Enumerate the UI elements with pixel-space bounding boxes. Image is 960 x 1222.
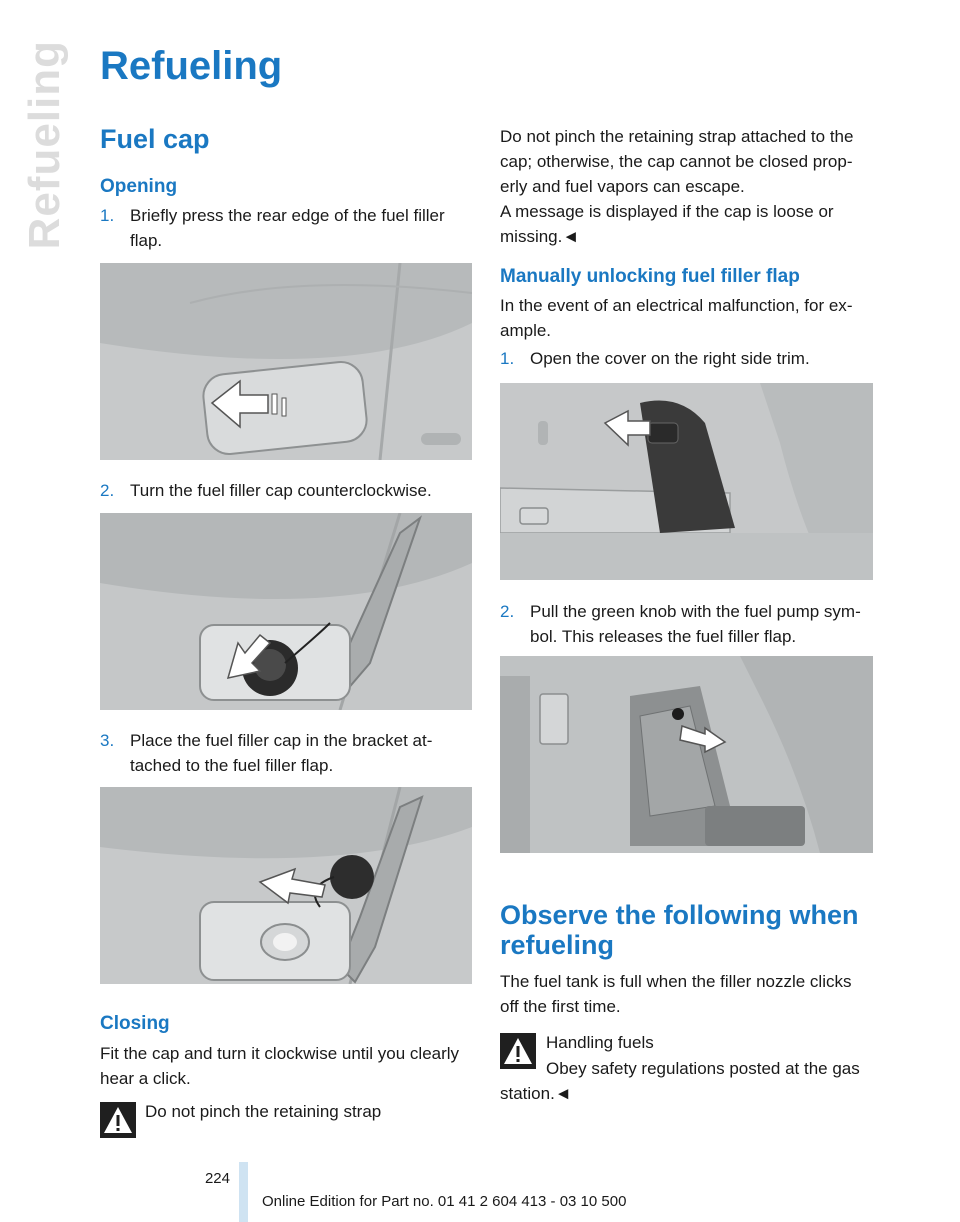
warning-triangle-icon bbox=[500, 1033, 536, 1069]
unlock-step-1 bbox=[500, 346, 873, 371]
photo-side-trim-cover bbox=[500, 383, 873, 580]
step-text: Briefly press the rear edge of the fuel filler flap. bbox=[130, 206, 445, 250]
observe-text: The fuel tank is full when the filler nozzle clicks off the first time. bbox=[500, 972, 852, 1016]
opening-step-3 bbox=[100, 728, 472, 778]
warning-triangle-icon bbox=[100, 1102, 136, 1138]
step-text: Turn the fuel filler cap counterclockwise. bbox=[130, 481, 432, 500]
closing-heading: Closing bbox=[100, 1013, 170, 1034]
opening-step-2 bbox=[100, 478, 472, 503]
photo-cap-turn bbox=[100, 513, 472, 710]
unlock-step-2 bbox=[500, 599, 873, 649]
page-title: Refueling bbox=[100, 44, 283, 88]
closing-text: Fit the cap and turn it clockwise until you clearly hear a click. bbox=[100, 1044, 460, 1088]
section-tab: Refueling bbox=[20, 40, 69, 250]
unlock-heading: Manually unlocking fuel filler flap bbox=[500, 266, 800, 287]
photo-cap-bracket bbox=[100, 787, 472, 984]
unlock-intro: In the event of an electrical malfunction, for example. bbox=[500, 296, 853, 340]
warning-continued-text: Do not pinch the retaining strap attached to the cap; otherwise, the cap cannot be closed properly and fuel vapors can escape. bbox=[500, 127, 854, 196]
edition-note: Online Edition for Part no. 01 41 2 604 413 - 03 10 500 bbox=[262, 1193, 627, 1210]
step-number: 3. bbox=[100, 731, 115, 750]
opening-heading: Opening bbox=[100, 176, 178, 197]
step-number: 2. bbox=[500, 602, 515, 621]
step-number: 1. bbox=[100, 206, 115, 225]
step-number: 2. bbox=[100, 481, 115, 500]
photo-fuel-flap-press bbox=[100, 263, 472, 460]
footer-bar bbox=[239, 1162, 248, 1222]
warning-body-fuels: Obey safety regulations posted at the gas bbox=[546, 1059, 860, 1078]
fuel-cap-heading: Fuel cap bbox=[100, 124, 210, 154]
photo-green-knob bbox=[500, 656, 873, 853]
step-text: Place the fuel filler cap in the bracket attached to the fuel filler flap. bbox=[130, 731, 433, 775]
cap-message-text: A message is displayed if the cap is loose or missing.◄ bbox=[500, 202, 834, 246]
warning-title-strap: Do not pinch the retaining strap bbox=[145, 1102, 382, 1121]
warning-title-fuels: Handling fuels bbox=[546, 1033, 654, 1052]
warning-body-fuels-end: station.◄ bbox=[500, 1084, 572, 1103]
observe-heading: Observe the following when refueling bbox=[500, 900, 859, 961]
opening-step-1 bbox=[100, 203, 472, 253]
step-text: Pull the green knob with the fuel pump symbol. This releases the fuel filler flap. bbox=[530, 602, 861, 646]
step-number: 1. bbox=[500, 349, 515, 368]
page-number: 224 bbox=[204, 1170, 230, 1187]
step-text: Open the cover on the right side trim. bbox=[530, 349, 810, 368]
